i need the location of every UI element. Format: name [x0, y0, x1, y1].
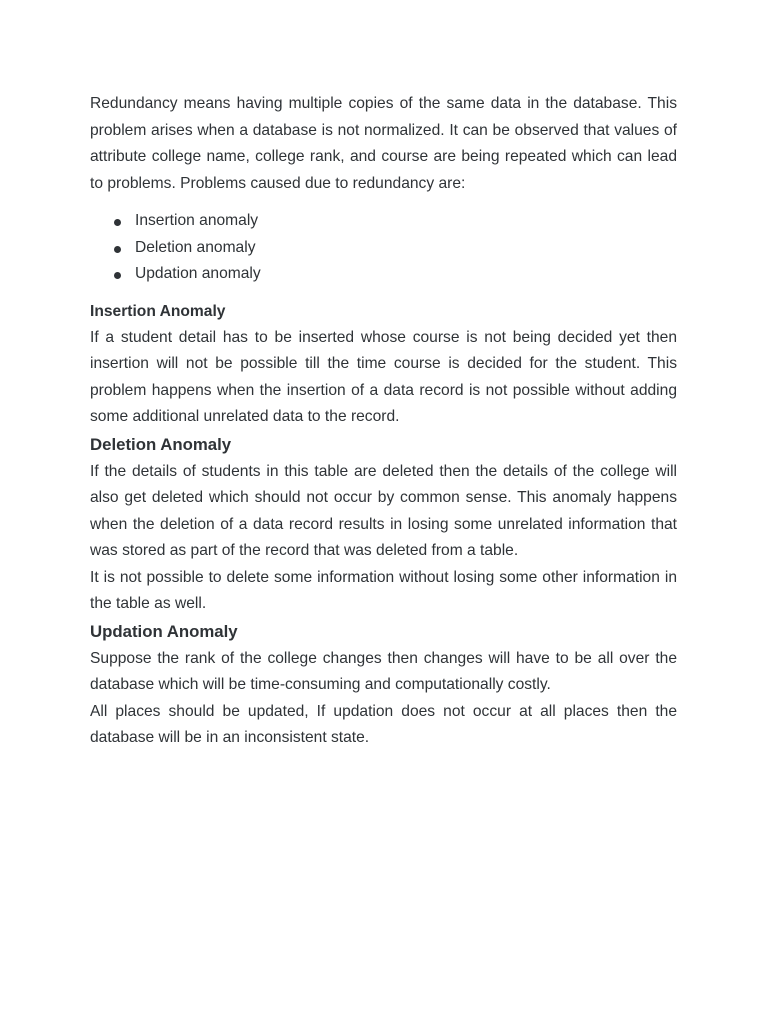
list-item: [90, 208, 677, 235]
deletion-anomaly-heading: Deletion Anomaly: [90, 434, 232, 454]
anomaly-list: [90, 208, 677, 288]
list-item-label: Insertion anomaly: [135, 212, 259, 229]
list-item-label: Deletion anomaly: [135, 238, 256, 256]
bullet-icon: [114, 219, 121, 226]
bullet-icon: [114, 246, 121, 253]
insertion-anomaly-heading: Insertion Anomaly: [90, 302, 226, 320]
updation-anomaly-heading: Updation Anomaly: [90, 621, 238, 641]
list-item: [90, 261, 677, 288]
insertion-anomaly-paragraph: If a student detail has to be inserted whose course is not being decided yet then insertion will not be possible till the time course is decided for the student. This problem happens when the insertion of a data record is not possible without adding some additional unrelated data to the record.: [90, 328, 677, 425]
list-item: [90, 235, 677, 262]
list-item-label: Updation anomaly: [135, 265, 261, 282]
document-body: [90, 90, 677, 752]
bullet-icon: [114, 272, 121, 279]
intro-paragraph: Redundancy means having multiple copies of the same data in the database. This problem arises when a database is not normalized. It can be observed that values of attribute college name, college rank, and course are being repeated which can lead to problems. Problems caused due to redundancy are:: [90, 95, 677, 192]
deletion-anomaly-paragraph-1: If the details of students in this table are deleted then the details of the college will also get deleted which should not occur by common sense. This anomaly happens when the deletion of a data record results in losing some unrelated information that was stored as part of the record that was deleted from a table.: [90, 462, 677, 559]
deletion-anomaly-paragraph-2: It is not possible to delete some information without losing some other information in the table as well.: [90, 568, 677, 612]
updation-anomaly-paragraph-1: Suppose the rank of the college changes then changes will have to be all over the database which will be time-consuming and computationally costly.: [90, 649, 677, 693]
updation-anomaly-paragraph-2: All places should be updated, If updation does not occur at all places then the database will be in an inconsistent state.: [90, 702, 677, 746]
